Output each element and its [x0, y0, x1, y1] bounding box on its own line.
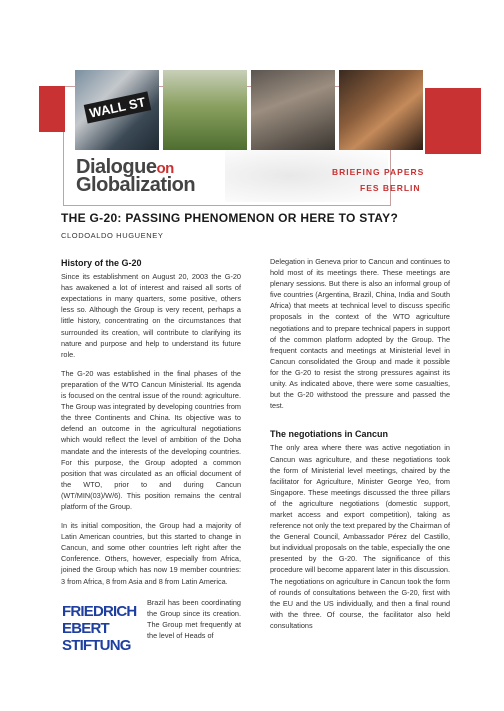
fes-berlin-label: FES BERLIN	[360, 183, 421, 193]
photo-children	[339, 70, 423, 150]
photo-rice-field	[163, 70, 247, 150]
wall-street-sign: WALL ST	[84, 91, 151, 123]
title-dialogue: Dialogue	[76, 156, 157, 178]
right-column	[270, 256, 450, 639]
paragraph: Delegation in Geneva prior to Cancun and continues to hold most of its meetings there. These meetings are plenary sessions. But there is also an informal group of five countries (Argentina, Brazil, China, India and South Africa) that meets at technical level to discuss specific proposals in the context of the WTO agriculture negotiations and to prepare technical papers in support of the common platform adopted by the Group. The frequent contacts and meetings at Ministerial level in Cancun consolidated the Group and made it possible for the G-20 to resist the strong pressures against its unity. As indicated above, there were some casualties, but the G-20 withstood the pressure and passed the test.	[270, 257, 450, 411]
paragraph-wrap: Brazil has been coordinating the Group since its creation. The Group met frequently at the level of Heads of	[147, 598, 241, 641]
paragraph: Since its establishment on August 20, 2003 the G-20 has awakened a lot of interest and raised all sorts of expectations in many quarters, some positive, others less so. Although the Group is very recent, perhaps a little history, concentrating on the circumstances that surrounded its creation, will contribute to clarifying its nature and purpose and help to understand its future role.	[61, 272, 241, 359]
title-globalization: Globalization	[76, 174, 196, 196]
article-headline: THE G-20: PASSING PHENOMENON OR HERE TO STAY?	[61, 211, 399, 225]
section-heading-negotiations: The negotiations in Cancun	[270, 429, 389, 440]
paragraph: The only area where there was active negotiation in Cancun was agriculture, and these negotiations took the form of Ministerial level meetings, chaired by the facilitator for Agriculture, Minister George Yeo, from Singapore. These meetings discussed the three pillars of the agriculture negotiations (domestic support, market access and export competition), taking as reference not only the text prepared by the Chairman of the General Council, Ambassador Pérez del Castillo, but individual proposals on the table, especially the one presented by the G-20. The significance of this procedure will become apparent later in this discussion. The negotiations on agriculture in Cancun took the form of rounds of consultations between the G-20, first with the EU and the US individually, and then a final round with the three. Of course, the facilitator also held consultations	[270, 443, 450, 630]
header-accent-left	[39, 86, 65, 132]
logo-line-ebert: EBERT	[62, 620, 109, 637]
paragraph: In its initial composition, the Group had a majority of Latin American countries, but this started to change in Cancun, and some other countries left right after the Conference. Others, however, especially from Africa, joined the Group which has now 19 member countries: 3 from Africa, 8 from Asia and 8 from Latin America.	[61, 521, 241, 586]
article-author: CLODOALDO HUGUENEY	[61, 231, 164, 240]
photo-wall-street	[75, 70, 159, 150]
logo-line-friedrich: FRIEDRICH	[62, 603, 137, 620]
fes-logo	[62, 600, 136, 662]
paragraph: The G-20 was established in the final phases of the preparation of the WTO Cancun Ministerial. Its agenda is focused on the central issue of the round: agriculture. The Group was integrated by developing countries from the three Continents and China. Its objective was to defend an outcome in the agricultural negotiations which would reflect the level of ambition of the Doha mandate and the interests of the developing countries. For this purpose, the Group adopted a common position that was circulated as an official document of the WTO, prior to and during Cancun (WT/MIN(03)/W/6). This position remains the central platform of the Group.	[61, 368, 241, 511]
logo-line-stiftung: STIFTUNG	[62, 637, 131, 654]
left-column	[61, 258, 241, 595]
section-heading-history: History of the G-20	[61, 258, 142, 268]
header-accent-right	[425, 88, 481, 154]
briefing-papers-label: BRIEFING PAPERS	[332, 167, 425, 177]
header-photo-strip	[75, 70, 423, 150]
photo-protest	[251, 70, 335, 150]
title-on: on	[156, 160, 174, 177]
